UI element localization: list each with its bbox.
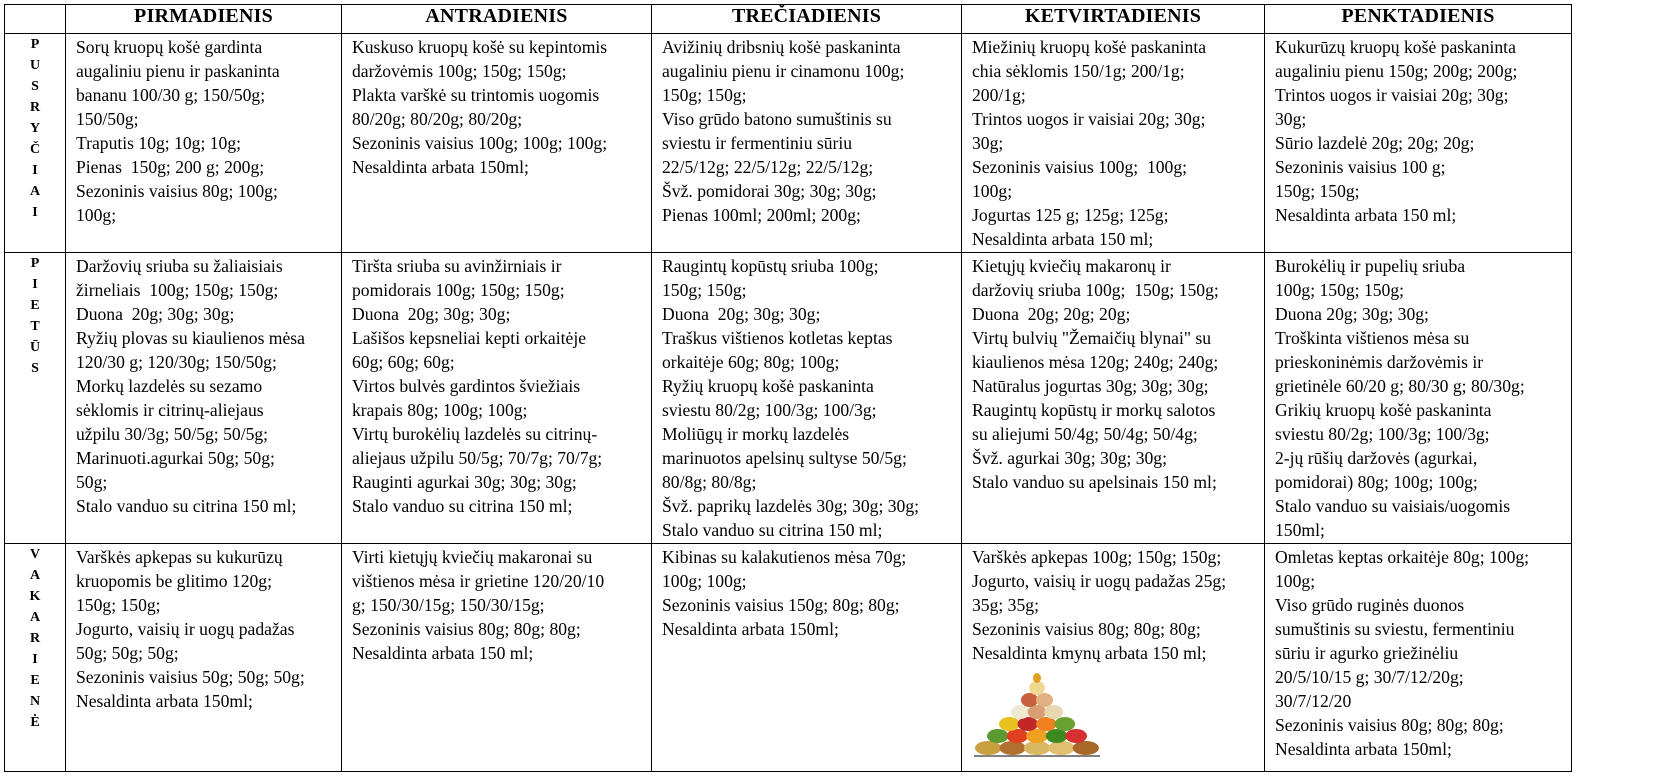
menu-line: su aliejumi 50/4g; 50/4g; 50/4g;: [972, 424, 1198, 444]
menu-line: 20/5/10/15 g; 30/7/12/20g;: [1275, 667, 1464, 687]
breakfast-thursday-cell: [962, 34, 1265, 253]
menu-line: augaliniu pienu ir paskaninta: [76, 61, 280, 81]
day-header-monday: PIRMADIENIS: [66, 5, 342, 34]
menu-line: Omletas keptas orkaitėje 80g; 100g;: [1275, 547, 1530, 567]
menu-line: Miežinių kruopų košė paskaninta: [972, 37, 1207, 57]
menu-line: užpilu 30/3g; 50/5g; 50/5g;: [76, 424, 269, 444]
menu-line: Švž. agurkai 30g; 30g; 30g;: [972, 448, 1167, 468]
menu-line: prieskoninėmis daržovėmis ir: [1275, 352, 1484, 372]
menu-line: 60g; 60g; 60g;: [352, 352, 455, 372]
menu-line: Plakta varškė su trintomis uogomis: [352, 85, 600, 105]
menu-line: Duona 20g; 30g; 30g;: [352, 304, 511, 324]
meal-letter: I: [32, 277, 38, 292]
menu-line: Raugintų kopūstų sriuba 100g;: [662, 256, 879, 276]
dinner-friday-cell: [1265, 544, 1572, 772]
menu-line: g; 150/30/15g; 150/30/15g;: [352, 595, 545, 615]
menu-line: 150g; 150g;: [662, 85, 747, 105]
day-header-wednesday: TREČIADIENIS: [652, 5, 962, 34]
menu-line: Troškinta vištienos mėsa su: [1275, 328, 1470, 348]
menu-line: Varškės apkepas 100g; 150g; 150g;: [972, 547, 1222, 567]
menu-line: kruopomis be glitimo 120g;: [76, 571, 272, 591]
menu-line: Stalo vanduo su citrina 150 ml;: [76, 496, 297, 516]
lunch-thursday-cell: [962, 253, 1265, 544]
menu-line: Traputis 10g; 10g; 10g;: [76, 133, 242, 153]
menu-line: 200/1g;: [972, 85, 1026, 105]
menu-line: Stalo vanduo su vaisiais/uogomis: [1275, 496, 1511, 516]
menu-line: daržovių sriuba 100g; 150g; 150g;: [972, 280, 1219, 300]
menu-line: sėklomis ir citrinų-aliejaus: [76, 400, 264, 420]
menu-line: Virti kietųjų kviečių makaronai su: [352, 547, 593, 567]
menu-line: 120/30 g; 120/30g; 150/50g;: [76, 352, 277, 372]
meal-letter: A: [29, 610, 41, 625]
dinner-wednesday-cell: [652, 544, 962, 772]
menu-line: Daržovių sriuba su žaliaisiais: [76, 256, 283, 276]
breakfast-friday-cell: [1265, 34, 1572, 253]
menu-line: sviestu ir fermentiniu sūriu: [662, 133, 853, 153]
menu-line: Sezoninis vaisius 80g; 80g; 80g;: [1275, 715, 1504, 735]
menu-line: Ryžių plovas su kiaulienos mėsa: [76, 328, 305, 348]
meal-letter: U: [29, 58, 41, 73]
meal-letter: S: [31, 361, 39, 376]
day-header-tuesday: ANTRADIENIS: [342, 5, 652, 34]
menu-line: Jogurto, vaisių ir uogų padažas 25g;: [972, 571, 1227, 591]
menu-line: Nesaldinta arbata 150 ml;: [1275, 205, 1457, 225]
menu-line: marinuotos apelsinų sultyse 50/5g;: [662, 448, 907, 468]
menu-line: Marinuoti.agurkai 50g; 50g;: [76, 448, 275, 468]
menu-line: Trintos uogos ir vaisiai 20g; 30g;: [972, 109, 1206, 129]
menu-line: Viso grūdo batono sumuštinis su: [662, 109, 892, 129]
menu-line: Duona 20g; 30g; 30g;: [76, 304, 235, 324]
meal-letter: I: [32, 652, 38, 667]
menu-line: Kibinas su kalakutienos mėsa 70g;: [662, 547, 907, 567]
menu-line: Duona 20g; 20g; 20g;: [972, 304, 1131, 324]
menu-line: Švž. pomidorai 30g; 30g; 30g;: [662, 181, 877, 201]
menu-line: Ryžių kruopų košė paskaninta: [662, 376, 874, 396]
menu-line: Jogurto, vaisių ir uogų padažas: [76, 619, 295, 639]
menu-line: 100g;: [972, 181, 1013, 201]
meal-letter: E: [30, 673, 40, 688]
menu-line: kiaulienos mėsa 120g; 240g; 240g;: [972, 352, 1219, 372]
menu-line: bananu 100/30 g; 150/50g;: [76, 85, 266, 105]
dinner-thursday-cell: [962, 544, 1265, 772]
meal-letter: S: [31, 79, 39, 94]
lunch-row: [5, 253, 1572, 544]
dinner-label: [5, 544, 66, 772]
menu-line: Grikių kruopų košė paskaninta: [1275, 400, 1492, 420]
meal-letter: A: [29, 568, 41, 583]
menu-line: 150g; 150g;: [1275, 181, 1360, 201]
menu-line: Švž. paprikų lazdelės 30g; 30g; 30g;: [662, 496, 920, 516]
menu-line: Pienas 100ml; 200ml; 200g;: [662, 205, 861, 225]
menu-line: Duona 20g; 30g; 30g;: [1275, 304, 1429, 324]
menu-line: 50g; 50g; 50g;: [76, 643, 179, 663]
menu-line: vištienos mėsa ir grietine 120/20/10: [352, 571, 605, 591]
breakfast-wednesday-cell: [652, 34, 962, 253]
menu-line: 150/50g;: [76, 109, 139, 129]
menu-line: Virtų bulvių "Žemaičių blynai" su: [972, 328, 1212, 348]
menu-line: sumuštinis su sviestu, fermentiniu: [1275, 619, 1515, 639]
menu-line: Sezoninis vaisius 80g; 80g; 80g;: [352, 619, 581, 639]
meal-letter: I: [32, 163, 38, 178]
menu-line: pomidorais 100g; 150g; 150g;: [352, 280, 565, 300]
menu-line: Jogurtas 125 g; 125g; 125g;: [972, 205, 1169, 225]
food-pyramid-image: [972, 669, 1102, 759]
menu-line: Natūralus jogurtas 30g; 30g; 30g;: [972, 376, 1209, 396]
menu-line: Pienas 150g; 200 g; 200g;: [76, 157, 265, 177]
menu-line: orkaitėje 60g; 80g; 100g;: [662, 352, 840, 372]
menu-line: 2-jų rūšių daržovės (agurkai,: [1275, 448, 1478, 468]
meal-letter: K: [29, 589, 41, 604]
lunch-wednesday-cell: [652, 253, 962, 544]
meal-letter: Č: [29, 142, 41, 157]
menu-line: 80/8g; 80/8g;: [662, 472, 757, 492]
menu-line: Nesaldinta arbata 150ml;: [1275, 739, 1452, 759]
meal-letter: R: [29, 100, 41, 115]
menu-line: Nesaldinta arbata 150 ml;: [352, 643, 534, 663]
menu-line: Viso grūdo ruginės duonos: [1275, 595, 1465, 615]
menu-line: Virtos bulvės gardintos šviežiais: [352, 376, 581, 396]
meal-letter: P: [30, 256, 40, 271]
menu-line: Sezoninis vaisius 100g; 100g; 100g;: [352, 133, 608, 153]
menu-line: Traškus vištienos kotletas keptas: [662, 328, 893, 348]
menu-line: Varškės apkepas su kukurūzų: [76, 547, 283, 567]
menu-line: pomidorai) 80g; 100g; 100g;: [1275, 472, 1478, 492]
menu-line: 80/20g; 80/20g; 80/20g;: [352, 109, 523, 129]
menu-line: augaliniu pienu 150g; 200g; 200g;: [1275, 61, 1518, 81]
menu-line: 100g;: [76, 205, 117, 225]
lunch-monday-cell: [66, 253, 342, 544]
menu-line: Duona 20g; 30g; 30g;: [662, 304, 821, 324]
menu-line: daržovėmis 100g; 150g; 150g;: [352, 61, 567, 81]
menu-line: Trintos uogos ir vaisiai 20g; 30g;: [1275, 85, 1509, 105]
menu-line: 150g; 150g;: [76, 595, 161, 615]
menu-line: Kukurūzų kruopų košė paskaninta: [1275, 37, 1516, 57]
meal-letter: V: [29, 547, 41, 562]
meal-letter: A: [29, 184, 41, 199]
menu-line: Burokėlių ir pupelių sriuba: [1275, 256, 1466, 276]
menu-line: Stalo vanduo su apelsinais 150 ml;: [972, 472, 1217, 492]
menu-line: Sūrio lazdelė 20g; 20g; 20g;: [1275, 133, 1475, 153]
menu-line: aliejaus užpilu 50/5g; 70/7g; 70/7g;: [352, 448, 603, 468]
breakfast-row: [5, 34, 1572, 253]
meal-letter: Y: [29, 121, 41, 136]
menu-line: sviestu 80/2g; 100/3g; 100/3g;: [662, 400, 877, 420]
menu-line: Kuskuso kruopų košė su kepintomis: [352, 37, 608, 57]
dinner-row: [5, 544, 1572, 772]
menu-line: Rauginti agurkai 30g; 30g; 30g;: [352, 472, 577, 492]
menu-line: žirneliais 100g; 150g; 150g;: [76, 280, 279, 300]
meal-letter: I: [32, 205, 38, 220]
meal-letter: T: [30, 319, 40, 334]
menu-line: Sezoninis vaisius 50g; 50g; 50g;: [76, 667, 305, 687]
menu-line: 35g; 35g;: [972, 595, 1039, 615]
meal-letter: N: [29, 694, 41, 709]
menu-line: krapais 80g; 100g; 100g;: [352, 400, 528, 420]
dinner-monday-cell: [66, 544, 342, 772]
meal-letter: Ū: [29, 340, 41, 355]
menu-line: Kietųjų kviečių makaronų ir: [972, 256, 1171, 276]
meal-letter: E: [30, 298, 40, 313]
menu-line: Raugintų kopūstų ir morkų salotos: [972, 400, 1216, 420]
menu-line: Nesaldinta arbata 150 ml;: [972, 229, 1154, 249]
menu-line: Sorų kruopų košė gardinta: [76, 37, 263, 57]
menu-line: 22/5/12g; 22/5/12g; 22/5/12g;: [662, 157, 874, 177]
day-header-friday: PENKTADIENIS: [1265, 5, 1572, 34]
day-header-thursday: KETVIRTADIENIS: [962, 5, 1265, 34]
breakfast-vertical-text: [5, 34, 65, 223]
menu-line: Nesaldinta kmynų arbata 150 ml;: [972, 643, 1207, 663]
menu-line: 100g; 150g; 150g;: [1275, 280, 1405, 300]
menu-line: Sezoninis vaisius 80g; 80g; 80g;: [972, 619, 1201, 639]
meal-letter: P: [30, 37, 40, 52]
menu-line: Sezoninis vaisius 100g; 100g;: [972, 157, 1188, 177]
menu-line: chia sėklomis 150/1g; 200/1g;: [972, 61, 1185, 81]
menu-line: Moliūgų ir morkų lazdelės: [662, 424, 850, 444]
lunch-label: [5, 253, 66, 544]
menu-line: Avižinių dribsnių košė paskaninta: [662, 37, 901, 57]
menu-line: sūriu ir agurko griežinėliu: [1275, 643, 1459, 663]
menu-line: Lašišos kepsneliai kepti orkaitėje: [352, 328, 587, 348]
meal-letter: R: [29, 631, 41, 646]
breakfast-monday-cell: [66, 34, 342, 253]
menu-line: 30/7/12/20: [1275, 691, 1352, 711]
menu-line: 100g; 100g;: [662, 571, 747, 591]
weekly-menu-table: [4, 4, 1572, 772]
header-row: [5, 5, 1572, 34]
menu-line: Stalo vanduo su citrina 150 ml;: [662, 520, 883, 540]
menu-line: Nesaldinta arbata 150ml;: [662, 619, 839, 639]
menu-line: sviestu 80/2g; 100/3g; 100/3g;: [1275, 424, 1490, 444]
corner-cell: [5, 5, 66, 34]
menu-line: Tiršta sriuba su avinžirniais ir: [352, 256, 562, 276]
breakfast-tuesday-cell: [342, 34, 652, 253]
menu-line: Sezoninis vaisius 80g; 100g;: [76, 181, 278, 201]
menu-line: Virtų burokėlių lazdelės su citrinų-: [352, 424, 598, 444]
lunch-friday-cell: [1265, 253, 1572, 544]
breakfast-label: [5, 34, 66, 253]
menu-line: Morkų lazdelės su sezamo: [76, 376, 263, 396]
lunch-tuesday-cell: [342, 253, 652, 544]
meal-letter: Ė: [30, 715, 40, 730]
menu-line: 30g;: [1275, 109, 1307, 129]
menu-line: Sezoninis vaisius 150g; 80g; 80g;: [662, 595, 900, 615]
menu-line: 30g;: [972, 133, 1004, 153]
menu-line: Nesaldinta arbata 150ml;: [76, 691, 253, 711]
menu-line: 150ml;: [1275, 520, 1325, 540]
dinner-tuesday-cell: [342, 544, 652, 772]
menu-line: Sezoninis vaisius 100 g;: [1275, 157, 1446, 177]
menu-line: Stalo vanduo su citrina 150 ml;: [352, 496, 573, 516]
menu-line: Nesaldinta arbata 150ml;: [352, 157, 529, 177]
menu-line: 150g; 150g;: [662, 280, 747, 300]
menu-line: 50g;: [76, 472, 108, 492]
menu-line: augaliniu pienu ir cinamonu 100g;: [662, 61, 905, 81]
dinner-vertical-text: [5, 544, 65, 733]
menu-line: 100g;: [1275, 571, 1316, 591]
lunch-vertical-text: [5, 253, 65, 379]
menu-line: grietinėle 60/20 g; 80/30 g; 80/30g;: [1275, 376, 1525, 396]
